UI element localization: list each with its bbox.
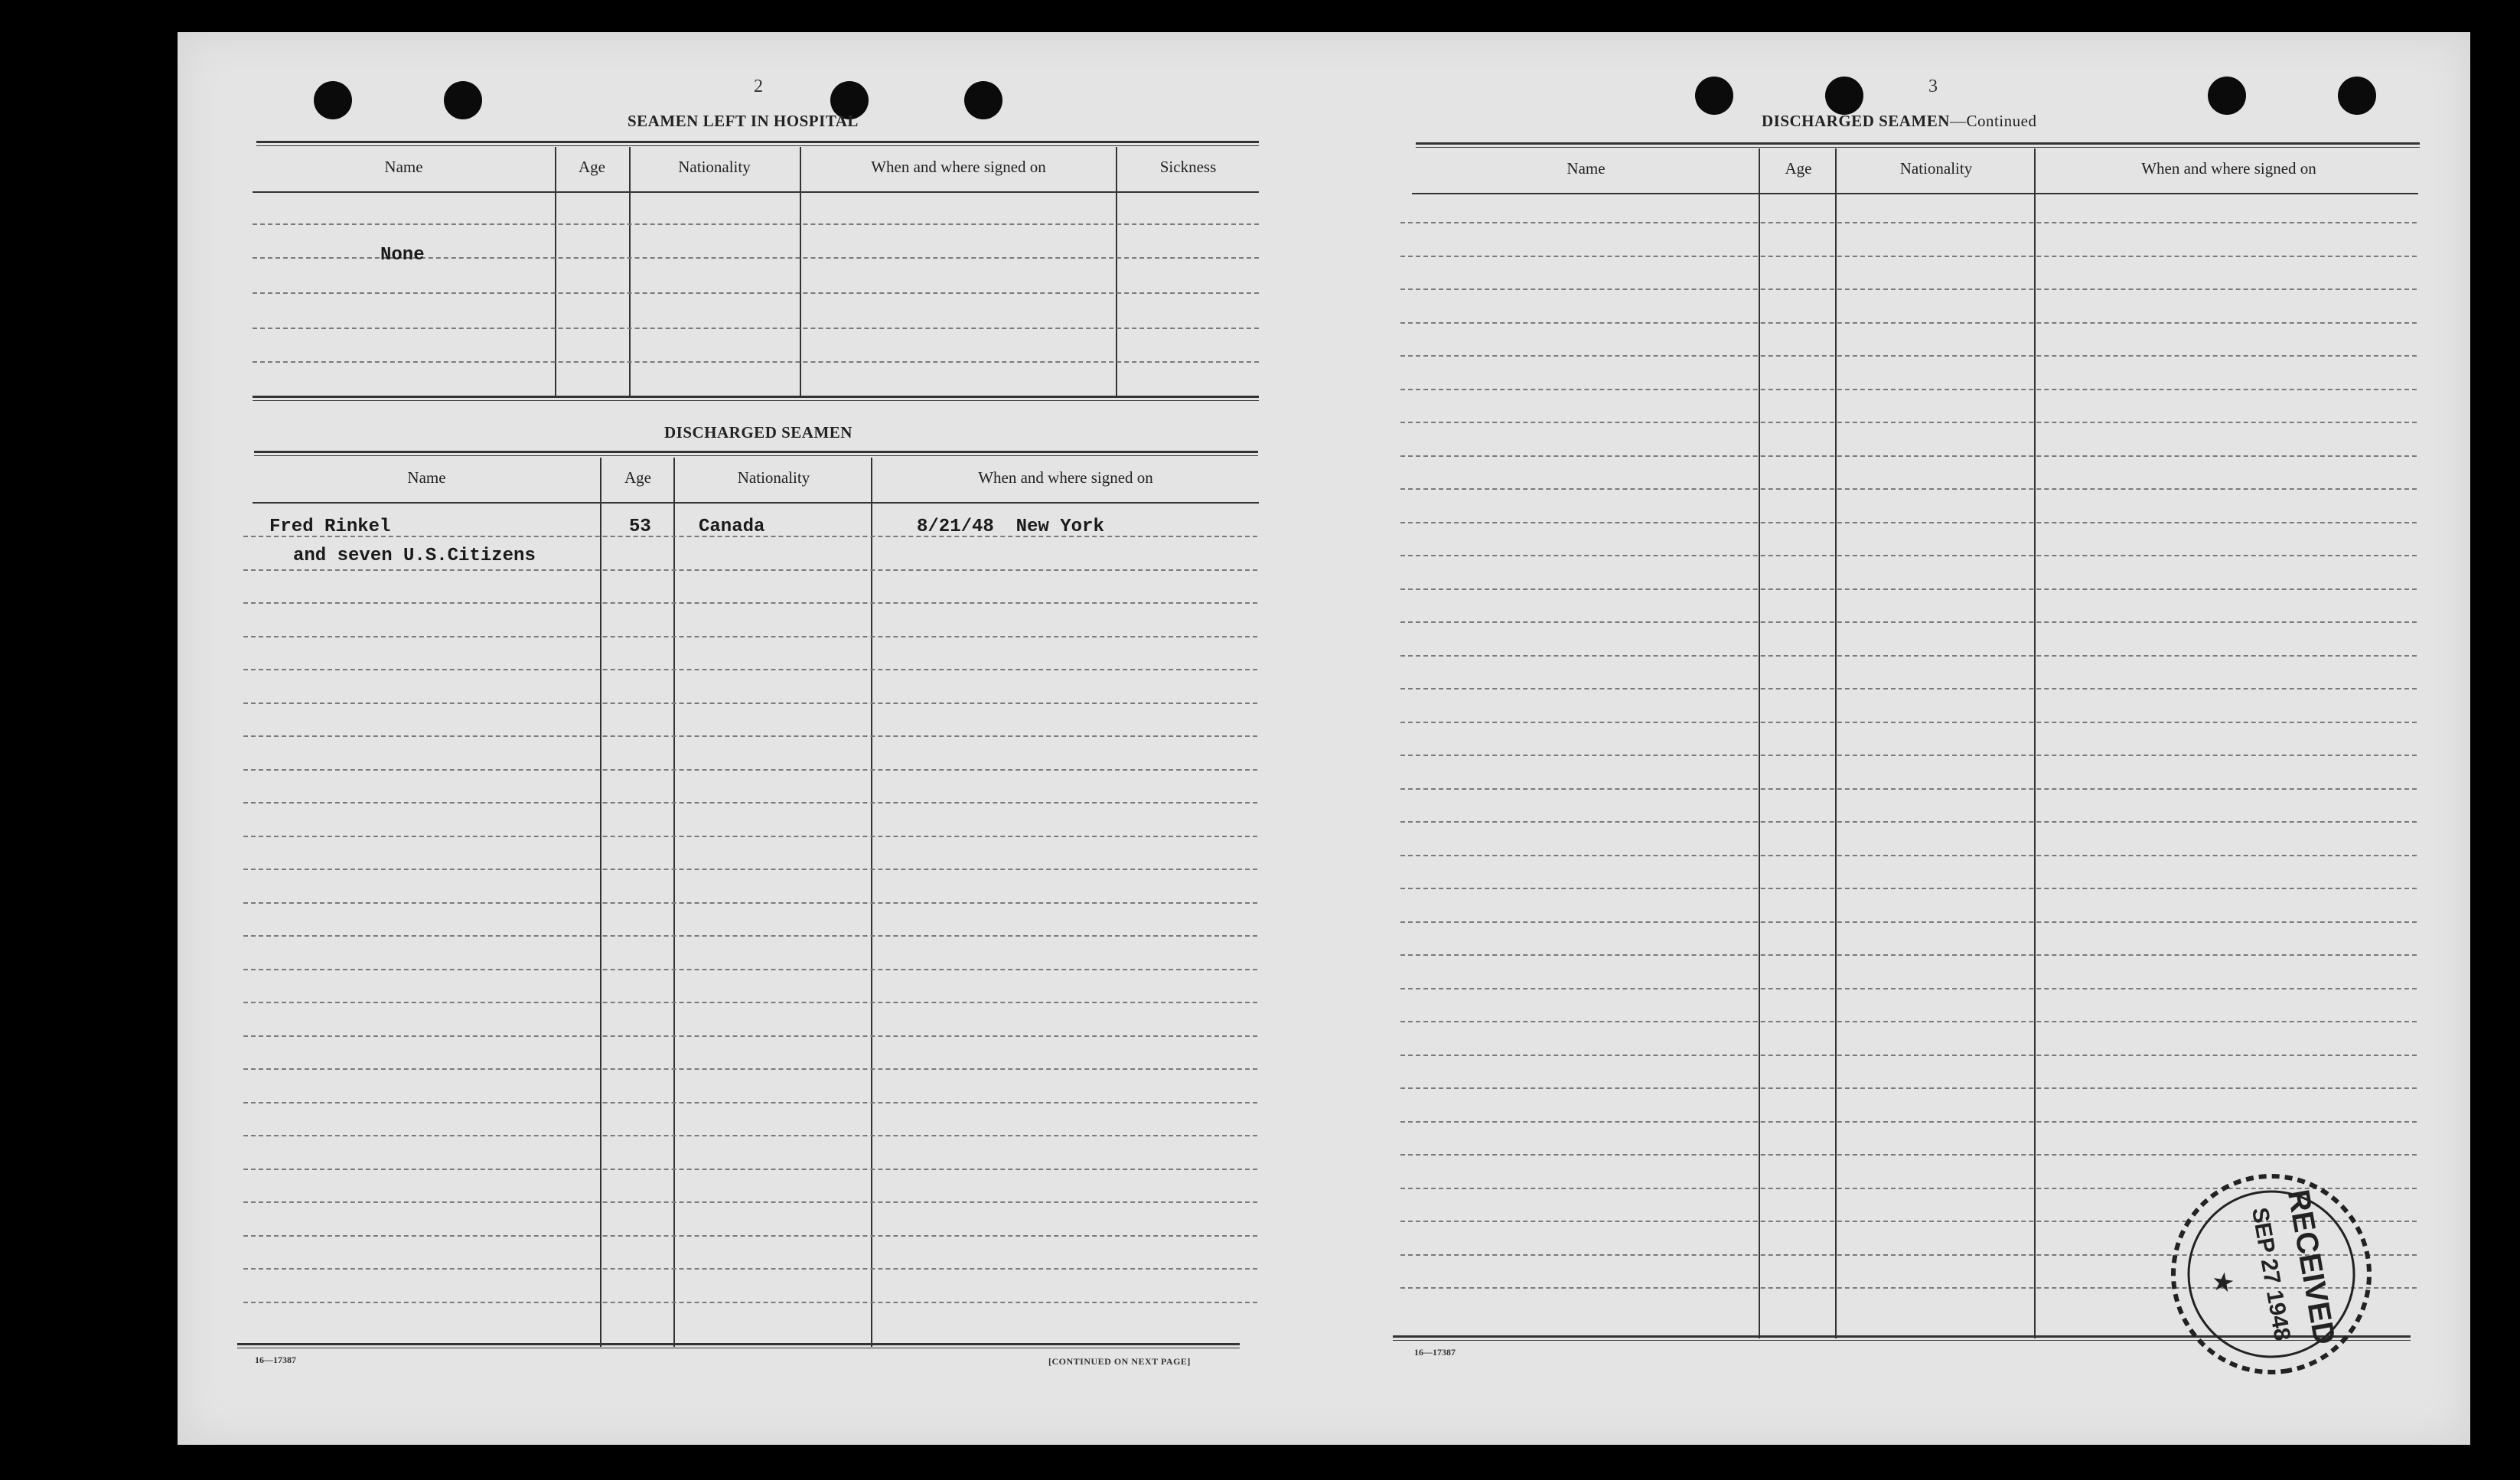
dotted-row-line: [253, 328, 1259, 329]
dotted-row-line: [243, 1268, 1257, 1270]
discharged-entry-age: 53: [629, 517, 651, 537]
title-suffix: —Continued: [1949, 112, 2037, 130]
dotted-row-line: [243, 636, 1257, 637]
dotted-row-line: [243, 602, 1257, 604]
table-bottom-rule: [253, 396, 1259, 401]
star-icon: ★: [2206, 1268, 2239, 1297]
dotted-row-line: [1400, 755, 2417, 756]
dotted-row-line: [1400, 522, 2417, 523]
dotted-row-line: [1400, 555, 2417, 556]
dotted-row-line: [253, 361, 1259, 363]
dotted-row-line: [1400, 1121, 2417, 1123]
discharged-entry-nationality: Canada: [699, 517, 765, 537]
title-main: DISCHARGED SEAMEN: [1762, 112, 1950, 130]
dotted-row-line: [243, 1035, 1257, 1037]
dotted-row-line: [1400, 355, 2417, 357]
continued-note: [CONTINUED ON NEXT PAGE]: [1048, 1356, 1191, 1367]
dotted-row-line: [1400, 988, 2417, 989]
form-number: 16—17387: [255, 1354, 296, 1365]
section-title-discharged-continued: [1762, 112, 2036, 131]
discharged-header-name: Name: [407, 468, 446, 487]
header-rule: [253, 502, 1259, 504]
received-stamp: [2149, 1159, 2401, 1389]
dotted-row-line: [1400, 855, 2417, 856]
column-line: [1759, 148, 1760, 1338]
punch-hole: [1825, 77, 1863, 115]
dotted-row-line: [1400, 621, 2417, 623]
header-rule: [1412, 193, 2418, 194]
table-top-rule: [1416, 142, 2420, 148]
column-line: [1835, 148, 1837, 1338]
dotted-row-line: [243, 836, 1257, 837]
dotted-row-line: [1400, 722, 2417, 723]
discharged-header-signed-on: When and where signed on: [978, 468, 1153, 487]
punch-hole: [314, 81, 352, 119]
dotted-row-line: [1400, 322, 2417, 324]
dotted-row-line: [1400, 1154, 2417, 1156]
table-top-rule: [256, 141, 1259, 146]
dotted-row-line: [243, 1235, 1257, 1237]
column-line: [800, 147, 801, 398]
dotted-row-line: [1400, 688, 2417, 689]
dotted-row-line: [243, 703, 1257, 704]
punch-hole: [2338, 77, 2376, 115]
page-number: 2: [754, 77, 763, 96]
dotted-row-line: [1400, 488, 2417, 490]
dotted-row-line: [1400, 888, 2417, 889]
document-sheet: [178, 32, 2470, 1445]
dotted-row-line: [1400, 655, 2417, 657]
column-line: [555, 147, 556, 398]
dotted-row-line: [243, 569, 1257, 571]
discharged-entry-name-line2: and seven U.S.Citizens: [293, 546, 536, 566]
discharged-header-nationality: Nationality: [737, 468, 810, 487]
column-line: [2034, 148, 2036, 1338]
dotted-row-line: [1400, 256, 2417, 257]
punch-hole: [444, 81, 482, 119]
hospital-header-name: Name: [384, 158, 423, 176]
header-rule: [253, 191, 1259, 193]
dotted-row-line: [1400, 954, 2417, 956]
dotted-row-line: [1400, 222, 2417, 223]
dotted-row-line: [243, 802, 1257, 804]
section-title-discharged: DISCHARGED SEAMEN: [664, 423, 852, 442]
hospital-header-sickness: Sickness: [1159, 158, 1217, 176]
dotted-row-line: [1400, 389, 2417, 390]
dotted-row-line: [243, 1068, 1257, 1070]
dotted-row-line: [1400, 921, 2417, 923]
continued-header-nationality: Nationality: [1899, 159, 1973, 178]
discharged-entry-signed-on: 8/21/48 New York: [917, 517, 1104, 537]
dotted-row-line: [1400, 422, 2417, 423]
dotted-row-line: [243, 669, 1257, 670]
dotted-row-line: [1400, 1087, 2417, 1089]
dotted-row-line: [243, 1002, 1257, 1003]
dotted-row-line: [243, 1169, 1257, 1170]
dotted-row-line: [1400, 1021, 2417, 1022]
section-title-hospital: SEAMEN LEFT IN HOSPITAL: [628, 112, 859, 130]
hospital-header-signed-on: When and where signed on: [871, 158, 1046, 176]
continued-header-signed-on: When and where signed on: [2141, 159, 2316, 178]
page-number: 3: [1928, 77, 1938, 96]
dotted-row-line: [253, 223, 1259, 225]
discharged-entry-name: Fred Rinkel: [269, 517, 391, 537]
discharged-header-age: Age: [624, 468, 651, 487]
form-number: 16—17387: [1414, 1347, 1456, 1358]
dotted-row-line: [1400, 1055, 2417, 1056]
stamp-word: RECEIVED: [2280, 1187, 2342, 1348]
dotted-row-line: [243, 969, 1257, 970]
hospital-header-nationality: Nationality: [678, 158, 751, 176]
dotted-row-line: [243, 935, 1257, 937]
dotted-row-line: [243, 902, 1257, 904]
dotted-row-line: [243, 1302, 1257, 1303]
table-bottom-rule: [237, 1343, 1240, 1348]
dotted-row-line: [243, 769, 1257, 771]
punch-hole: [964, 81, 1002, 119]
column-line: [1116, 147, 1117, 398]
dotted-row-line: [253, 292, 1259, 294]
dotted-row-line: [243, 1201, 1257, 1203]
continued-header-name: Name: [1566, 159, 1606, 178]
table-top-rule: [254, 451, 1258, 456]
dotted-row-line: [1400, 821, 2417, 823]
dotted-row-line: [1400, 455, 2417, 457]
dotted-row-line: [243, 869, 1257, 870]
hospital-entry-none: None: [380, 245, 425, 266]
column-line: [629, 147, 631, 398]
dotted-row-line: [1400, 289, 2417, 290]
punch-hole: [2208, 77, 2246, 115]
dotted-row-line: [243, 1135, 1257, 1136]
dotted-row-line: [243, 1102, 1257, 1103]
stamp-date: SEP 27 1948: [2246, 1205, 2296, 1343]
continued-header-age: Age: [1785, 159, 1812, 178]
punch-hole: [1695, 77, 1733, 115]
dotted-row-line: [1400, 788, 2417, 790]
hospital-header-age: Age: [579, 158, 605, 176]
dotted-row-line: [1400, 588, 2417, 590]
dotted-row-line: [243, 735, 1257, 737]
